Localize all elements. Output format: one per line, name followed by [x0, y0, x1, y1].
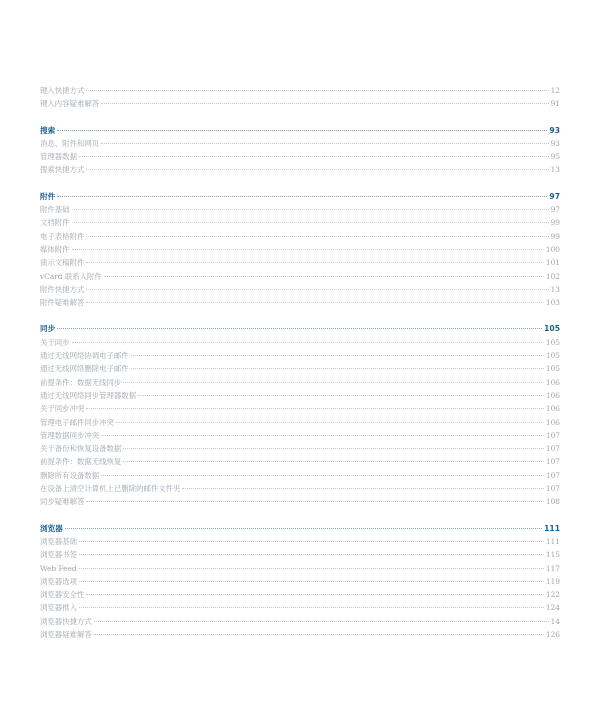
section-title: 搜索: [40, 125, 56, 135]
dot-leader: [86, 594, 544, 595]
page-number: 108: [545, 497, 560, 507]
toc-entry[interactable]: [40, 243, 560, 256]
page-number: 101: [545, 258, 560, 268]
dot-leader: [131, 355, 544, 356]
dot-leader: [57, 328, 542, 329]
toc-section-heading[interactable]: [40, 190, 560, 203]
entry-label: 演示文稿附件: [40, 258, 85, 268]
entry-label: Web Feed: [40, 563, 77, 573]
dot-leader: [57, 130, 547, 131]
page-number: 103: [545, 298, 560, 308]
dot-leader: [94, 621, 549, 622]
toc-entry[interactable]: [40, 455, 560, 468]
dot-leader: [86, 302, 544, 303]
page-number: 117: [545, 563, 560, 573]
entry-label: 通过无线网络协调电子邮件: [40, 351, 129, 361]
toc-entry[interactable]: [40, 376, 560, 389]
toc-group-sync: [40, 322, 560, 508]
page-number: 119: [545, 576, 560, 586]
entry-label: 关于同步冲突: [40, 404, 85, 414]
dot-leader: [57, 196, 547, 197]
toc-entry[interactable]: [40, 296, 560, 309]
dot-leader: [123, 461, 544, 462]
toc-group-search: [40, 124, 560, 177]
entry-label: 浏览器选项: [40, 576, 77, 586]
section-title: 同步: [40, 324, 56, 334]
page-number: 97: [550, 205, 560, 215]
entry-label: 浏览器疑难解答: [40, 629, 92, 639]
page-number: 105: [545, 337, 560, 347]
dot-leader: [86, 169, 548, 170]
toc-entry[interactable]: [40, 495, 560, 508]
page-number: 107: [545, 430, 560, 440]
toc-entry[interactable]: [40, 389, 560, 402]
dot-leader: [101, 475, 544, 476]
page-number: 105: [545, 351, 560, 361]
entry-label: 浏览器安全性: [40, 590, 85, 600]
page-number: 13: [550, 165, 560, 175]
entry-label: vCard 联系人附件: [40, 271, 102, 281]
page-number: 111: [545, 536, 560, 546]
dot-leader: [72, 249, 544, 250]
entry-label: 管理数据同步冲突: [40, 430, 100, 440]
toc-entry[interactable]: [40, 203, 560, 216]
toc-entry[interactable]: [40, 442, 560, 455]
page-number: 107: [545, 484, 560, 494]
toc-entry[interactable]: [40, 84, 560, 97]
dot-leader: [182, 488, 543, 489]
toc-entry[interactable]: [40, 349, 560, 362]
page-number: 14: [550, 616, 560, 626]
dot-leader: [79, 156, 549, 157]
page-number: 107: [545, 444, 560, 454]
toc-entry[interactable]: [40, 256, 560, 269]
dot-leader: [79, 541, 544, 542]
dot-leader: [79, 568, 544, 569]
page-number: 105: [544, 324, 560, 334]
entry-label: 浏览器基础: [40, 536, 77, 546]
toc-group-browser: [40, 522, 560, 642]
page-number: 105: [545, 364, 560, 374]
table-of-contents: [40, 84, 560, 641]
dot-leader: [101, 143, 548, 144]
dot-leader: [101, 435, 544, 436]
page-number: 102: [545, 271, 560, 281]
page-number: 12: [550, 86, 560, 95]
entry-label: 浏览器快捷方式: [40, 616, 92, 626]
dot-leader: [123, 448, 544, 449]
entry-label: 管理电子邮件同步冲突: [40, 417, 114, 427]
page-number: 13: [550, 284, 560, 294]
toc-entry[interactable]: [40, 588, 560, 601]
toc-entry[interactable]: [40, 283, 560, 296]
page-number: 106: [545, 404, 560, 414]
toc-entry[interactable]: [40, 601, 560, 614]
toc-entry[interactable]: [40, 416, 560, 429]
entry-label: 电子表格附件: [40, 231, 85, 241]
toc-entry[interactable]: [40, 163, 560, 176]
toc-entry[interactable]: [40, 150, 560, 163]
dot-leader: [86, 501, 544, 502]
toc-entry[interactable]: [40, 137, 560, 150]
dot-leader: [123, 382, 544, 383]
page-number: 93: [549, 125, 560, 135]
toc-entry[interactable]: [40, 575, 560, 588]
toc-entry[interactable]: [40, 628, 560, 641]
page-number: 99: [550, 231, 560, 241]
toc-entry[interactable]: [40, 402, 560, 415]
toc-entry[interactable]: [40, 230, 560, 243]
dot-leader: [79, 581, 544, 582]
toc-entry[interactable]: [40, 429, 560, 442]
dot-leader: [79, 554, 544, 555]
toc-entry[interactable]: [40, 562, 560, 575]
toc-section-heading[interactable]: [40, 124, 560, 137]
page-number: 111: [544, 523, 560, 533]
section-title: 附件: [40, 191, 56, 201]
page-number: 106: [545, 390, 560, 400]
dot-leader: [86, 289, 548, 290]
page-number: 106: [545, 377, 560, 387]
entry-label: 浏览器书签: [40, 550, 77, 560]
page-number: 115: [545, 550, 560, 560]
entry-label: 通过无线网络删除电子邮件: [40, 364, 129, 374]
entry-label: 键入内容疑难解答: [40, 99, 100, 109]
dot-leader: [131, 368, 544, 369]
page-number: 95: [550, 152, 560, 162]
page-number: 106: [545, 417, 560, 427]
page-number: 107: [545, 457, 560, 467]
dot-leader: [72, 209, 549, 210]
dot-leader: [86, 90, 548, 91]
toc-group-typing: [40, 84, 560, 111]
entry-label: 搜索快捷方式: [40, 165, 85, 175]
dot-leader: [79, 607, 544, 608]
toc-entry[interactable]: [40, 216, 560, 229]
page-number: 100: [545, 244, 560, 254]
entry-label: 消息、附件和网页: [40, 138, 100, 148]
toc-entry[interactable]: [40, 548, 560, 561]
page-number: 124: [545, 603, 560, 613]
toc-section-heading[interactable]: [40, 522, 560, 535]
entry-label: 通过无线网络同步管理器数据: [40, 390, 137, 400]
entry-label: 附件基础: [40, 205, 70, 215]
page-number: 99: [550, 218, 560, 228]
entry-label: 删除所有设备数据: [40, 470, 100, 480]
entry-label: 浏览器推入: [40, 603, 77, 613]
dot-leader: [65, 528, 542, 529]
toc-entry[interactable]: [40, 615, 560, 628]
page-number: 97: [549, 191, 560, 201]
entry-label: 关于同步: [40, 337, 70, 347]
dot-leader: [86, 262, 544, 263]
dot-leader: [94, 634, 544, 635]
entry-label: 键入快捷方式: [40, 86, 85, 95]
dot-leader: [138, 395, 544, 396]
toc-entry[interactable]: [40, 336, 560, 349]
toc-entry[interactable]: [40, 469, 560, 482]
toc-entry[interactable]: [40, 535, 560, 548]
toc-entry[interactable]: [40, 97, 560, 110]
entry-label: 媒体附件: [40, 244, 70, 254]
section-title: 浏览器: [40, 523, 63, 533]
dot-leader: [116, 422, 544, 423]
dot-leader: [86, 236, 548, 237]
dot-leader: [72, 342, 544, 343]
toc-entry[interactable]: [40, 270, 560, 283]
dot-leader: [72, 222, 549, 223]
toc-section-heading[interactable]: [40, 322, 560, 335]
page-number: 107: [545, 470, 560, 480]
entry-label: 文档附件: [40, 218, 70, 228]
dot-leader: [104, 276, 544, 277]
page-number: 91: [550, 99, 560, 109]
toc-group-attachments: [40, 190, 560, 310]
page-number: 126: [545, 629, 560, 639]
entry-label: 附件疑难解答: [40, 298, 85, 308]
toc-entry[interactable]: [40, 482, 560, 495]
entry-label: 管理器数据: [40, 152, 77, 162]
dot-leader: [86, 408, 544, 409]
toc-entry[interactable]: [40, 362, 560, 375]
entry-label: 前提条件：数据无线恢复: [40, 457, 122, 467]
entry-label: 关于备份和恢复设备数据: [40, 444, 122, 454]
entry-label: 前提条件：数据无线同步: [40, 377, 122, 387]
entry-label: 同步疑难解答: [40, 497, 85, 507]
entry-label: 在设备上清空计算机上已删除的邮件文件夹: [40, 484, 181, 494]
page-number: 93: [550, 138, 560, 148]
dot-leader: [101, 103, 548, 104]
entry-label: 附件快捷方式: [40, 284, 85, 294]
page-number: 122: [545, 590, 560, 600]
